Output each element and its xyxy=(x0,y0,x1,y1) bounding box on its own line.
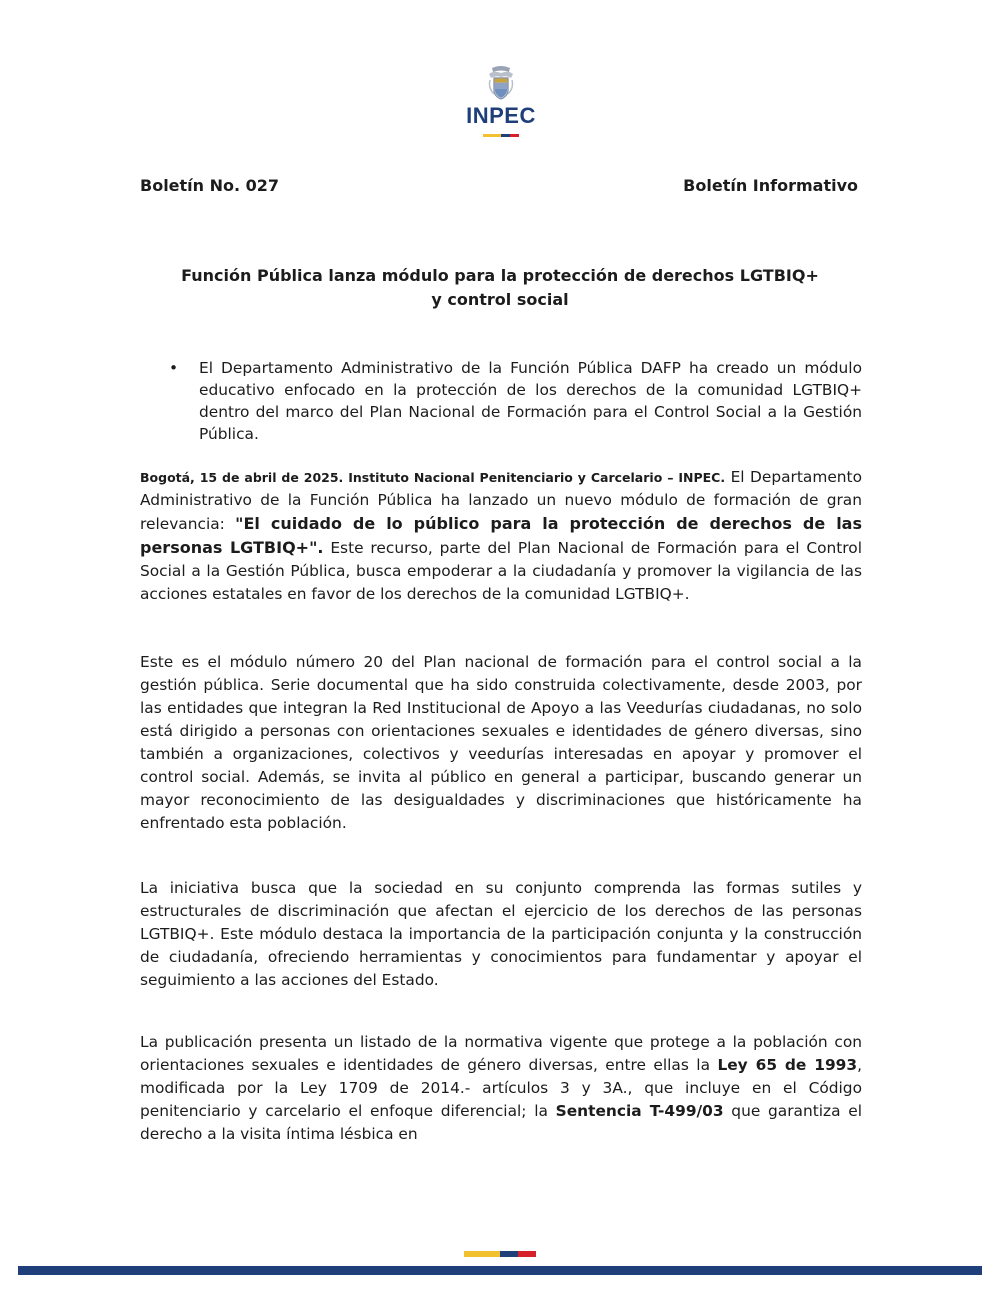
coat-of-arms-icon xyxy=(486,64,516,102)
paragraph-2: Este es el módulo número 20 del Plan nacional de formación para el control social a la gestión pública. Serie documental que ha sido construida colectivamente, desde 2003, por las entidades que integran la Red Institucional de Apoyo a las Veedurías ciudadanas, no solo está dirigido a personas con orientaciones sexuales e identidades de género diversas, sino también a organizaciones, colectivos y veedurías interesadas en apoyar y promover el control social. Además, se invita al público en general a participar, buscando generar un mayor reconocimiento de las desigualdades y discriminaciones que históricamente ha enfrentado esta población. xyxy=(140,653,862,832)
paragraph-4 xyxy=(140,1031,862,1146)
dateline: Bogotá, 15 de abril de 2025. Instituto Nacional Penitenciario y Carcelario – INPEC. xyxy=(140,470,726,485)
law-reference: Ley 65 de 1993 xyxy=(717,1056,858,1074)
paragraph-3: La iniciativa busca que la sociedad en su conjunto comprenda las formas sutiles y estructurales de discriminación que afectan el ejercicio de los derechos de las personas LGTBIQ+. Este módulo destaca la importancia de la participación conjunta y la construcción de ciudadanía, ofreciendo herramientas y conocimientos para fundamentar y apoyar el seguimiento a las acciones del Estado. xyxy=(140,879,862,989)
p4-text-c: que garantiza el derecho a la visita íntima lésbica en xyxy=(140,1102,862,1143)
footer-flag-stripe xyxy=(464,1251,536,1257)
p4-text-b: , modificada por la Ley 1709 de 2014.- artículos 3 y 3A., que incluye en el Código penitenciario y carcelario el enfoque diferencial; la xyxy=(140,1056,862,1120)
p1-text-b: Este recurso, parte del Plan Nacional de Formación para el Control Social a la Gestión Pública, busca empoderar a la ciudadanía y promover la vigilancia de las acciones estatales en favor de los derechos de la comunidad LGTBIQ+. xyxy=(140,539,862,603)
bullet-marker: • xyxy=(169,359,179,377)
inpec-logo xyxy=(461,64,541,137)
footer-bar xyxy=(18,1266,982,1275)
module-title-quote: "El cuidado de lo público para la protección de derechos de las personas LGTBIQ+". xyxy=(140,514,862,557)
summary-bullet xyxy=(171,357,862,445)
logo-flag-stripe xyxy=(483,134,519,137)
headline-line-2: y control social xyxy=(431,290,569,309)
headline xyxy=(120,264,880,312)
logo-text: INPEC xyxy=(466,103,536,128)
paragraph-1 xyxy=(140,466,862,606)
headline-line-1: Función Pública lanza módulo para la protección de derechos LGTBIQ+ xyxy=(181,266,819,285)
bulletin-number: Boletín No. 027 xyxy=(140,176,280,195)
bulletin-type: Boletín Informativo xyxy=(683,176,858,195)
p4-text-a: La publicación presenta un listado de la normativa vigente que protege a la población con orientaciones sexuales e identidades de género diversas, entre ellas la xyxy=(140,1033,862,1074)
bullet-text: El Departamento Administrativo de la Función Pública DAFP ha creado un módulo educativo enfocado en la protección de los derechos de la comunidad LGTBIQ+ dentro del marco del Plan Nacional de Formación para el Control Social a la Gestión Pública. xyxy=(199,359,862,443)
ruling-reference: Sentencia T-499/03 xyxy=(555,1102,724,1120)
p1-text-a: El Departamento Administrativo de la Función Pública ha lanzado un nuevo módulo de formación de gran relevancia: xyxy=(140,468,863,533)
